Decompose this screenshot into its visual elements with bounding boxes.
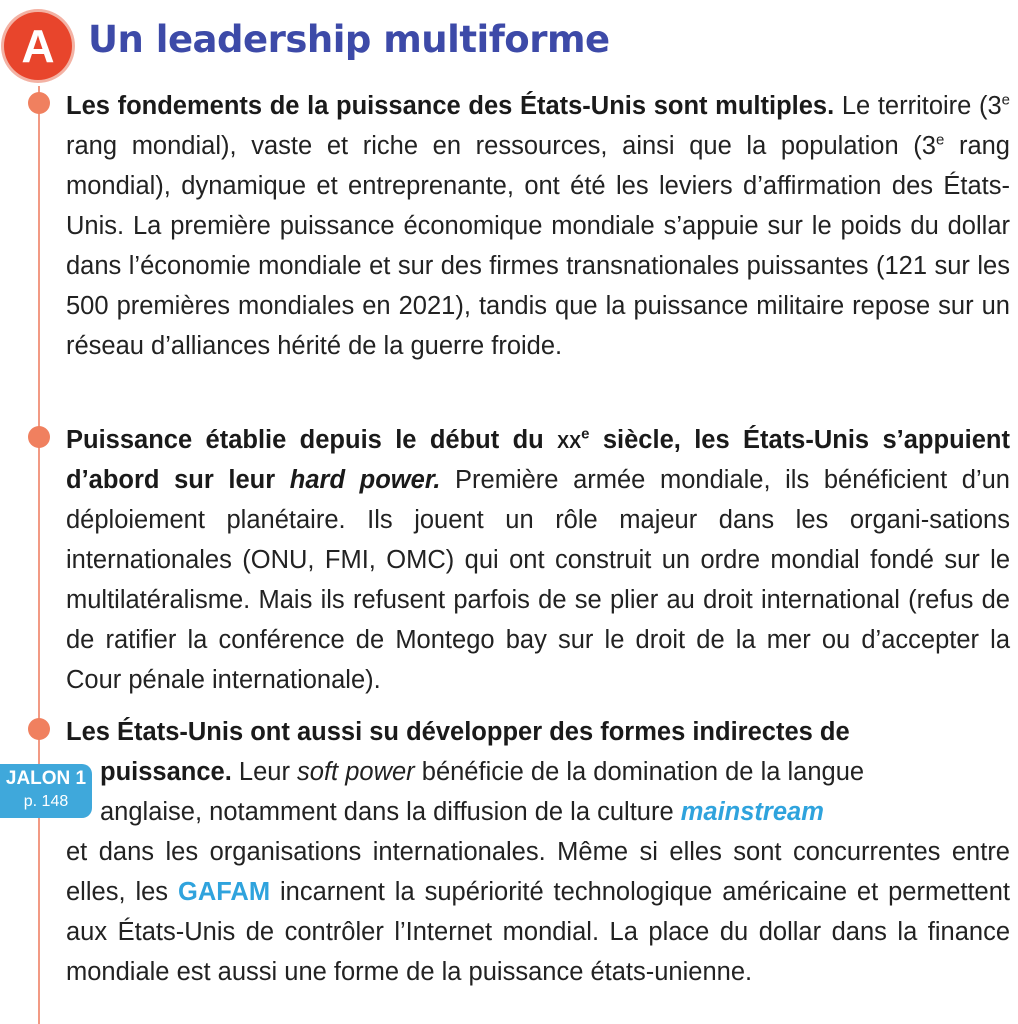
jalon-page: p. 148	[23, 793, 69, 810]
hard-power-term: hard power.	[289, 466, 441, 494]
paragraph-text: Leur	[231, 758, 298, 786]
superscript: e	[935, 131, 945, 149]
paragraph-text: rang mondial), vaste et riche en ressources, ainsi que la population (3	[66, 132, 936, 160]
paragraph-foundations	[66, 86, 1010, 366]
bullet-dot-icon	[28, 426, 50, 448]
section-title: Un leadership multiforme	[88, 18, 610, 61]
timeline-line	[38, 86, 40, 1024]
paragraph-text: et dans les organisations internationales. Même si elles sont concurrentes entre elles, les	[66, 838, 1010, 906]
glossary-link-gafam[interactable]: GAFAM	[177, 878, 271, 906]
paragraph-text: Première armée mondiale, ils bénéficient d’un déploiement planétaire. Ils jouent un rôle majeur dans les organi-sations internationales (ONU, FMI, OMC) qui ont construit un ordre mondial fondé sur le multilatéralisme. Mais ils refusent parfois de se plier au droit international (refus de de ratifier la conférence de Montego bay sur le droit de la mer ou d’accepter la Cour pénale internationale).	[66, 466, 1010, 694]
bullet-dot-icon	[28, 718, 50, 740]
paragraph-text: incarnent la supériorité technologique américaine et permettent aux États-Unis de contrôler l’Internet mondial. La place du dollar dans la finance mondiale est aussi une forme de la puissance états-unienne.	[66, 878, 1011, 986]
bullet-dot-icon	[28, 92, 50, 114]
paragraph-text: anglaise, notamment dans la diffusion de la culture	[100, 798, 681, 826]
paragraph-text: rang mondial), dynamique et entreprenante, ont été les leviers d’affirmation des États-Unis. La première puissance économique mondiale s’appuie sur le poids du dollar dans l’économie mondiale et sur des firmes transnationales puissantes (121 sur les 500 premières mondiales en 2021), tandis que la puissance militaire repose sur un réseau d’alliances hérité de la guerre froide.	[66, 132, 1010, 360]
paragraph-lead-part: Puissance établie depuis le début du	[66, 426, 558, 454]
jalon-label: JALON 1	[5, 768, 87, 789]
paragraph-lead-part: siècle, les États-Unis s’appuient d’abord sur leur	[66, 426, 1010, 494]
paragraph-text: bénéficie de la domination de la langue	[414, 758, 865, 786]
superscript: e	[581, 425, 590, 443]
section-header	[0, 0, 1018, 86]
paragraph-soft-power	[66, 712, 1010, 992]
paragraph-lead: Les États-Unis ont aussi su développer des formes indirectes de	[66, 718, 850, 746]
paragraph-indented-lines	[66, 752, 1010, 832]
century-numeral: xx	[557, 426, 582, 454]
paragraph-lead: Les fondements de la puissance des États-Unis sont multiples.	[66, 92, 835, 120]
soft-power-term: soft power	[297, 758, 415, 786]
section-letter-badge: A	[4, 12, 72, 80]
superscript: e	[1001, 91, 1010, 109]
paragraph-text: Le territoire (3	[834, 92, 1002, 120]
paragraph-hard-power	[66, 420, 1010, 700]
paragraph-lead: puissance.	[100, 758, 232, 786]
glossary-link-mainstream[interactable]: mainstream	[680, 798, 824, 826]
